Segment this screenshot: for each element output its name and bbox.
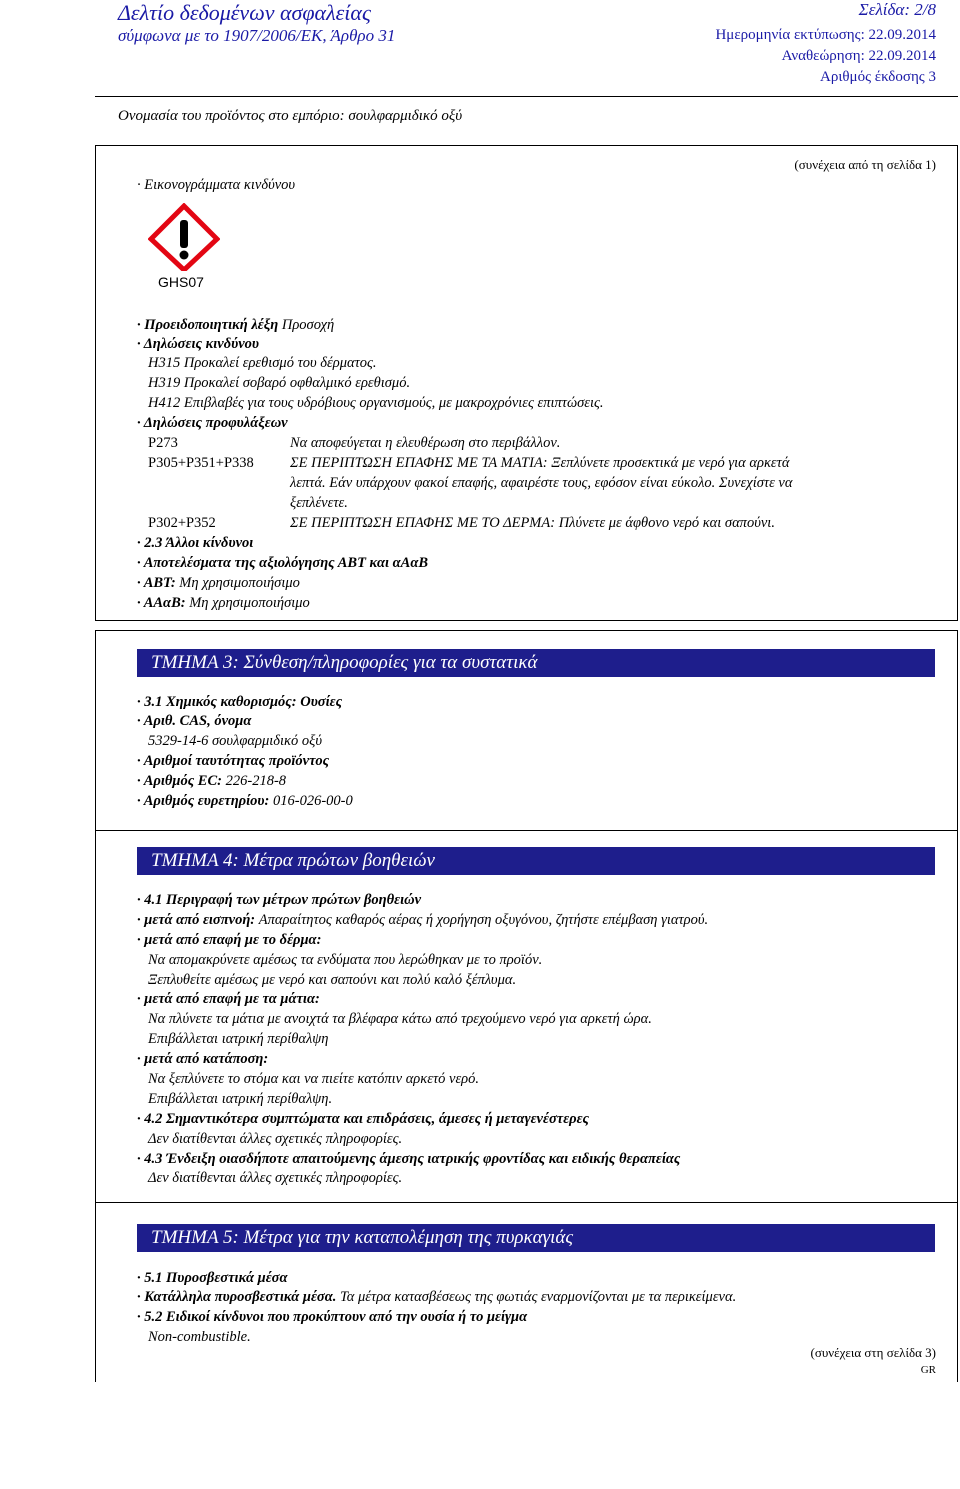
skin-line: Ξεπλυθείτε αμέσως με νερό και σαπούνι και πολύ καλό ξέπλυμα. [148,972,517,988]
product-name: Ονομασία του προϊόντος στο εμπόριο: σουλφαρμιδικό οξύ [118,108,463,124]
section-5-2-text: Non-combustible. [148,1329,251,1345]
ec-value: 226-218-8 [225,773,287,789]
pbt-value: Μη χρησιμοποιήσιμο [179,575,300,591]
continued-on: (συνέχεια στη σελίδα 3) [810,1345,936,1360]
pictograms-label: · Εικονογράμματα κινδύνου [137,177,296,193]
divider [95,96,958,97]
divider [95,630,958,631]
exclamation-mark-pictogram-icon [148,203,220,271]
ec-row [137,771,286,791]
frame-left [95,630,96,830]
frame-left [95,830,96,1202]
frame-right [957,630,958,830]
revision-date: Αναθεώρηση: 22.09.2014 [781,48,936,64]
suitable-media-value: Τα μέτρα κατασβέσεως της φωτιάς εναρμονίζονται με τα περικείμενα. [340,1289,737,1305]
country-code: GR [920,1364,936,1376]
section-4-3: · 4.3 Ένδειξη οιασδήποτε απαιτούμενης άμεσης ιατρικής φροντίδας και ειδικής θεραπείας [137,1151,681,1167]
hazard-statements-label: · Δηλώσεις κινδύνου [137,336,260,352]
p-code: P305+P351+P338 [148,455,254,471]
pbt-heading: · Αποτελέσματα της αξιολόγησης ΑΒΤ και αΑαΒ [137,555,429,571]
signal-word: Προσοχή [281,317,335,333]
p-code: P273 [148,435,178,451]
print-date: Ημερομηνία εκτύπωσης: 22.09.2014 [715,27,936,43]
section-5-header: ΤΜΗΜΑ 5: Μέτρα για την καταπολέμηση της πυρκαγιάς [137,1224,935,1252]
p-text: ξεπλένετε. [290,495,348,511]
frame-left [95,145,96,620]
document-subtitle: σύμφωνα με το 1907/2006/ΕΚ, Άρθρο 31 [118,26,396,45]
ingestion-line: Επιβάλλεται ιατρική περίθαλψη. [148,1091,333,1107]
frame-right [957,830,958,1202]
pbt-key: · ΑΒΤ: [137,575,176,591]
frame-right [957,1202,958,1382]
h-statement: H319 Προκαλεί σοβαρό οφθαλμικό ερεθισμό. [148,375,411,391]
product-ids-label: · Αριθμοί ταυτότητας προϊόντος [137,753,330,769]
page-number: Σελίδα: 2/8 [858,0,936,19]
ingestion-line: Να ξεπλύνετε το στόμα και να πιείτε κατόπιν αρκετό νερό. [148,1071,479,1087]
frame-right [957,145,958,620]
inhalation-value: Απαραίτητος καθαρός αέρας ή χορήγηση οξυγόνου, ζητήστε επέμβαση γιατρού. [258,912,709,928]
frame-left [95,1202,96,1382]
index-row [137,791,353,811]
p-text: Να αποφεύγεται η ελευθέρωση στο περιβάλλον. [290,435,561,451]
section-4-2: · 4.2 Σημαντικότερα συμπτώματα και επιδράσεις, άμεσες ή μεταγενέστερες [137,1111,590,1127]
suitable-media-key: · Κατάλληλα πυροσβεστικά μέσα. [137,1289,337,1305]
skin-line: Να απομακρύνετε αμέσως τα ενδύματα που λερώθηκαν με το προϊόν. [148,952,543,968]
section-5-1: · 5.1 Πυροσβεστικά μέσα [137,1270,288,1286]
document-title: Δελτίο δεδομένων ασφαλείας [118,0,371,25]
version-number: Αριθμός έκδοσης 3 [820,69,936,85]
section-4-1: · 4.1 Περιγραφή των μέτρων πρώτων βοηθειών [137,892,422,908]
divider [95,830,958,831]
section-5-2: · 5.2 Ειδικοί κίνδυνοι που προκύπτουν από την ουσία ή το μείγμα [137,1309,528,1325]
cas-label: · Αριθ. CAS, όνομα [137,713,252,729]
divider [95,145,958,146]
divider [95,620,958,621]
vpvb-key: · ΑΑαΒ: [137,595,186,611]
section-3-1: · 3.1 Χημικός καθορισμός: Ουσίες [137,694,343,710]
eye-line: Να πλύνετε τα μάτια με ανοιχτά τα βλέφαρα κάτω από τρεχούμενο νερό για αρκετή ώρα. [148,1011,652,1027]
vpvb-row [137,593,310,613]
pictogram-code: GHS07 [158,274,204,290]
section-4-3-text: Δεν διατίθενται άλλες σχετικές πληροφορίες. [148,1170,403,1186]
vpvb-value: Μη χρησιμοποιήσιμο [189,595,310,611]
index-key: · Αριθμός ευρετηρίου: [137,793,270,809]
cas-value: 5329-14-6 σουλφαρμιδικό οξύ [148,733,322,749]
continued-from: (συνέχεια από τη σελίδα 1) [794,157,936,172]
ec-key: · Αριθμός EC: [137,773,222,789]
divider [95,1202,958,1203]
skin-label: · μετά από επαφή με το δέρμα: [137,932,322,948]
h-statement: H315 Προκαλεί ερεθισμό του δέρματος. [148,355,377,371]
section-3-header: ΤΜΗΜΑ 3: Σύνθεση/πληροφορίες για τα συστατικά [137,649,935,677]
pbt-row [137,573,300,593]
eye-line: Επιβάλλεται ιατρική περίθαλψη [148,1031,329,1047]
suitable-media-row [137,1287,736,1307]
signal-word-row [137,315,334,335]
inhalation-row [137,910,708,930]
section-4-header: ΤΜΗΜΑ 4: Μέτρα πρώτων βοηθειών [137,847,935,875]
eye-label: · μετά από επαφή με τα μάτια: [137,991,320,1007]
p-code: P302+P352 [148,515,216,531]
other-hazards-heading: · 2.3 Άλλοι κίνδυνοι [137,535,254,551]
p-text: ΣΕ ΠΕΡΙΠΤΩΣΗ ΕΠΑΦΗΣ ΜΕ ΤΟ ΔΕΡΜΑ: Πλύνετε με άφθονο νερό και σαπούνι. [290,515,775,531]
section-4-2-text: Δεν διατίθενται άλλες σχετικές πληροφορίες. [148,1131,403,1147]
inhalation-key: · μετά από εισπνοή: [137,912,256,928]
p-text: λεπτά. Εάν υπάρχουν φακοί επαφής, αφαιρέστε τους, εφόσον είναι εύκολο. Συνεχίστε να [290,475,793,491]
h-statement: H412 Επιβλαβές για τους υδρόβιους οργανισμούς, με μακροχρόνιες επιπτώσεις. [148,395,604,411]
ingestion-label: · μετά από κατάποση: [137,1051,269,1067]
precautionary-label: · Δηλώσεις προφυλάξεων [137,415,288,431]
signal-word-label: · Προειδοποιητική λέξη [137,317,279,333]
index-value: 016-026-00-0 [272,793,353,809]
p-text: ΣΕ ΠΕΡΙΠΤΩΣΗ ΕΠΑΦΗΣ ΜΕ ΤΑ ΜΑΤΙΑ: Ξεπλύνετε προσεκτικά με νερό για αρκετά [290,455,790,471]
